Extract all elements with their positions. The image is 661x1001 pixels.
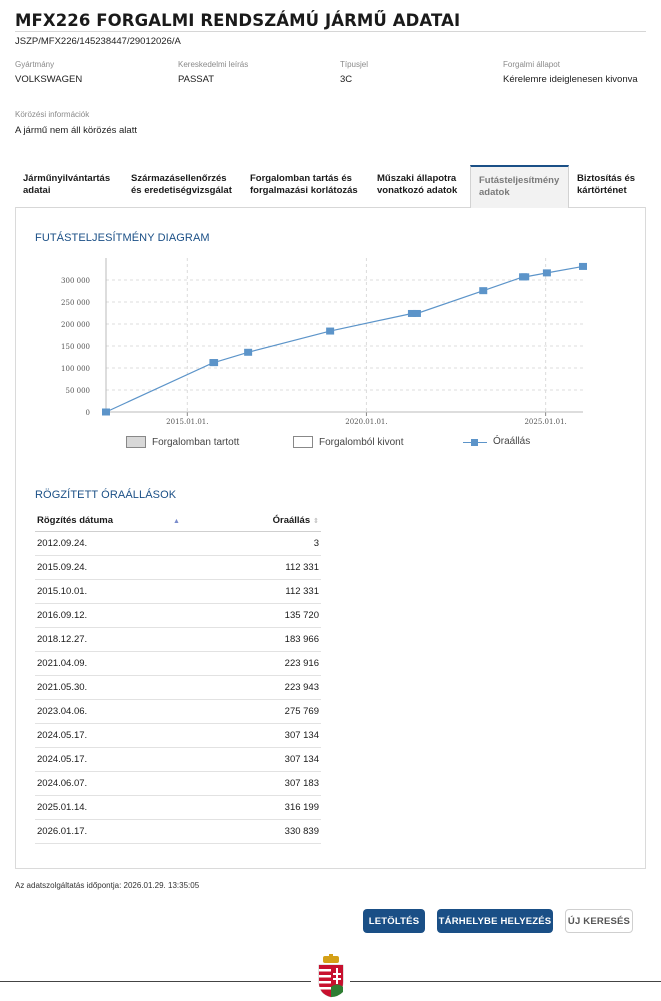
odometer-cell: 112 331 xyxy=(248,580,321,604)
legend-item-odometer xyxy=(463,436,530,447)
table-row xyxy=(35,556,321,580)
chart-title: FUTÁSTELJESÍTMÉNY DIAGRAM xyxy=(35,232,210,244)
date-cell: 2015.09.24. xyxy=(35,556,248,580)
manufacturer-label: Gyártmány xyxy=(15,60,55,69)
odometer-cell: 307 183 xyxy=(248,772,321,796)
sort-ascending-icon: ▲ xyxy=(173,518,180,525)
tab-registry[interactable]: Járműnyilvántartás adatai xyxy=(23,173,111,196)
tab-insurance[interactable]: Biztosítás és kártörténet xyxy=(577,173,636,196)
legend-label-in-service: Forgalomban tartott xyxy=(152,436,240,448)
model-value: PASSAT xyxy=(178,74,215,85)
date-cell: 2012.09.24. xyxy=(35,532,248,556)
coat-of-arms-icon xyxy=(316,954,346,998)
odometer-series-line xyxy=(106,266,583,412)
table-header-row xyxy=(35,510,321,532)
date-column-header[interactable] xyxy=(35,510,248,532)
date-cell: 2024.05.17. xyxy=(35,724,248,748)
table-row xyxy=(35,820,321,844)
tab-circulation[interactable]: Forgalomban tartás és forgalmazási korlátozás xyxy=(250,173,358,196)
odometer-cell: 307 134 xyxy=(248,724,321,748)
page-title: MFX226 FORGALMI RENDSZÁMÚ JÁRMŰ ADATAI xyxy=(15,11,461,30)
odometer-cell: 135 720 xyxy=(248,604,321,628)
odometer-cell: 183 966 xyxy=(248,628,321,652)
save-to-storage-button[interactable]: TÁRHELYBE HELYEZÉS xyxy=(437,909,553,933)
tab-technical[interactable]: Műszaki állapotra vonatkozó adatok xyxy=(377,173,458,196)
status-value: Kérelemre ideiglenesen kivonva xyxy=(503,74,638,85)
sort-icon: ⇕ xyxy=(313,518,319,525)
odometer-cell: 316 199 xyxy=(248,796,321,820)
x-tick-label: 2015.01.01. xyxy=(166,418,209,426)
odometer-cell: 307 134 xyxy=(248,748,321,772)
date-cell: 2025.01.14. xyxy=(35,796,248,820)
table-row xyxy=(35,604,321,628)
type-value: 3C xyxy=(340,74,353,85)
model-label: Kereskedelmi leírás xyxy=(178,60,249,69)
alert-value: A jármű nem áll körözés alatt xyxy=(15,125,137,136)
odometer-cell: 275 769 xyxy=(248,700,321,724)
data-point-marker xyxy=(479,287,487,294)
odometer-cell: 112 331 xyxy=(248,556,321,580)
date-cell: 2016.09.12. xyxy=(35,604,248,628)
y-tick-label: 300 000 xyxy=(61,277,90,285)
odometer-table xyxy=(35,510,321,844)
data-point-marker xyxy=(413,310,421,317)
date-cell: 2021.04.09. xyxy=(35,652,248,676)
date-column-label: Rögzítés dátuma xyxy=(37,515,114,526)
table-row xyxy=(35,676,321,700)
odometer-column-header[interactable] xyxy=(248,510,321,532)
new-search-button[interactable]: ÚJ KERESÉS xyxy=(565,909,633,933)
table-row xyxy=(35,532,321,556)
data-timestamp: Az adatszolgáltatás időpontja: 2026.01.29. 13:35:05 xyxy=(15,881,200,890)
title-divider xyxy=(15,31,646,32)
table-row xyxy=(35,580,321,604)
legend-swatch-in-service xyxy=(126,436,146,448)
legend-swatch-odometer xyxy=(463,437,487,447)
footer-divider-right xyxy=(350,981,661,982)
table-title: RÖGZÍTETT ÓRAÁLLÁSOK xyxy=(35,489,177,501)
y-tick-label: 100 000 xyxy=(61,365,90,373)
y-tick-label: 250 000 xyxy=(61,299,90,307)
date-cell: 2023.04.06. xyxy=(35,700,248,724)
date-cell: 2026.01.17. xyxy=(35,820,248,844)
date-cell: 2024.06.07. xyxy=(35,772,248,796)
download-button[interactable]: LETÖLTÉS xyxy=(363,909,425,933)
manufacturer-value: VOLKSWAGEN xyxy=(15,74,83,85)
legend-item-withdrawn xyxy=(293,436,403,448)
y-tick-label: 150 000 xyxy=(61,343,90,351)
data-point-marker xyxy=(579,263,587,270)
date-cell: 2021.05.30. xyxy=(35,676,248,700)
date-cell: 2024.05.17. xyxy=(35,748,248,772)
legend-item-in-service xyxy=(126,436,239,448)
status-label: Forgalmi állapot xyxy=(503,60,560,69)
odometer-cell: 330 839 xyxy=(248,820,321,844)
data-point-marker xyxy=(244,349,252,356)
odometer-column-label: Óraállás xyxy=(272,515,311,526)
data-point-marker xyxy=(210,359,218,366)
data-point-marker xyxy=(326,328,334,335)
legend-label-odometer: Óraállás xyxy=(493,436,531,447)
data-point-marker xyxy=(543,269,551,276)
odometer-cell: 3 xyxy=(248,532,321,556)
y-tick-label: 0 xyxy=(85,409,90,417)
tab-bar xyxy=(15,165,646,208)
reference-number: JSZP/MFX226/145238447/29012026/A xyxy=(15,36,181,47)
data-point-marker xyxy=(102,408,110,415)
date-cell: 2015.10.01. xyxy=(35,580,248,604)
legend-label-withdrawn: Forgalomból kivont xyxy=(319,436,404,448)
table-row xyxy=(35,700,321,724)
x-tick-label: 2025.01.01. xyxy=(524,418,567,426)
table-row xyxy=(35,652,321,676)
legend-swatch-withdrawn xyxy=(293,436,313,448)
tab-origin-check[interactable]: Származásellenőrzés és eredetiségvizsgálat xyxy=(131,173,232,196)
type-label: Típusjel xyxy=(340,60,369,69)
table-row xyxy=(35,724,321,748)
table-row xyxy=(35,628,321,652)
table-row xyxy=(35,772,321,796)
y-tick-label: 200 000 xyxy=(61,321,90,329)
y-tick-label: 50 000 xyxy=(65,387,90,395)
date-cell: 2018.12.27. xyxy=(35,628,248,652)
tab-mileage[interactable]: Futásteljesítmény adatok xyxy=(470,165,569,208)
x-tick-label: 2020.01.01. xyxy=(345,418,388,426)
footer-divider-left xyxy=(0,981,311,982)
data-point-marker xyxy=(521,273,529,280)
mileage-chart xyxy=(20,250,590,430)
odometer-cell: 223 943 xyxy=(248,676,321,700)
odometer-cell: 223 916 xyxy=(248,652,321,676)
table-row xyxy=(35,748,321,772)
table-row xyxy=(35,796,321,820)
alert-label: Körözési információk xyxy=(15,110,90,119)
